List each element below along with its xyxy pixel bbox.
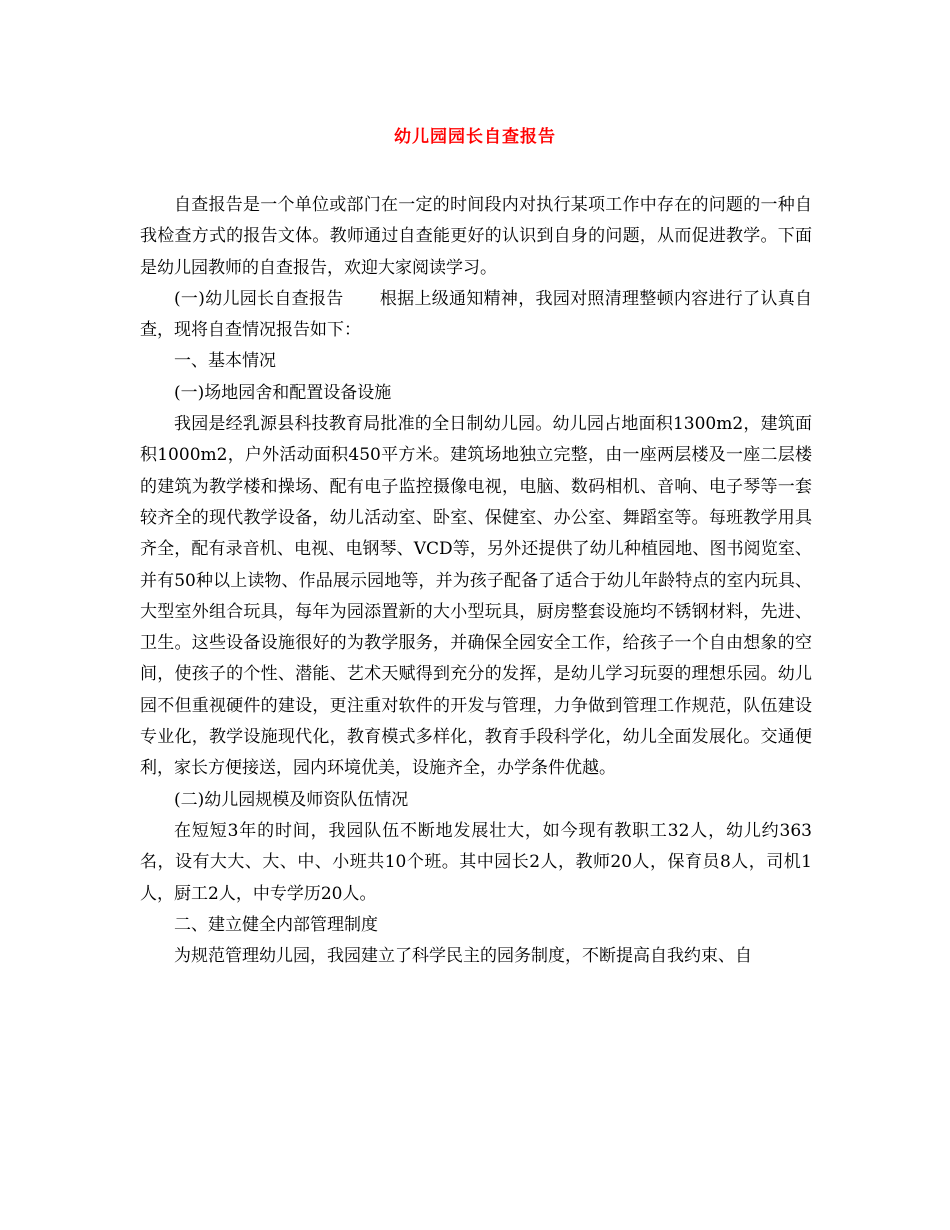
- facilities-paragraph: 我园是经乳源县科技教育局批准的全日制幼儿园。幼儿园占地面积1300m2，建筑面积1000m2，户外活动面积450平方米。建筑场地独立完整，由一座两层楼及一座二层楼的建筑为教学楼和操场、配有电子监控摄像电视，电脑、数码相机、音响、电子琴等一套较齐全的现代教学设备，幼儿活动室、卧室、保健室、办公室、舞蹈室等。每班教学用具齐全，配有录音机、电视、电钢琴、VCD等，另外还提供了幼儿种植园地、图书阅览室、并有50种以上读物、作品展示园地等，并为孩子配备了适合于幼儿年龄特点的室内玩具、大型室外组合玩具，每年为园添置新的大小型玩具，厨房整套设施均不锈钢材料，先进、卫生。这些设备设施很好的为教学服务，并确保全园安全工作，给孩子一个自由想象的空间，使孩子的个性、潜能、艺术天赋得到充分的发挥，是幼儿学习玩耍的理想乐园。幼儿园不但重视硬件的建设，更注重对软件的开发与管理，力争做到管理工作规范，队伍建设专业化，教学设施现代化，教育模式多样化，教育手段科学化，幼儿全面发展化。交通便利，家长方便接送，园内环境优美，设施齐全，办学条件优越。: [140, 414, 812, 779]
- subsection-heading-staff: (二)幼儿园规模及师资队伍情况: [174, 789, 409, 810]
- staff-paragraph: 在短短3年的时间，我园队伍不断地发展壮大，如今现有教职工32人，幼儿约363名，设有大大、大、中、小班共10个班。其中园长2人，教师20人，保育员8人，司机1人，厨工2人，中专学历20人。: [140, 820, 812, 904]
- section-heading-basic: 一、基本情况: [174, 351, 276, 372]
- report-opening-text: 根据上级通知精神，我园对照清理整顿内容进行了认真自查，现将自查情况报告如下：: [140, 288, 813, 341]
- document-body: [140, 190, 812, 972]
- intro-text: 自查报告是一个单位或部门在一定的时间段内对执行某项工作中存在的问题的一种自我检查方式的报告文体。教师通过自查能更好的认识到自身的问题，从而促进教学。下面是幼儿园教师的自查报告，欢迎大家阅读学习。: [140, 195, 812, 278]
- section-heading-management: 二、建立健全内部管理制度: [174, 914, 378, 935]
- report-heading-paragraph: [140, 284, 812, 347]
- subsection-heading-facilities: (一)场地园舍和配置设备设施: [174, 382, 392, 403]
- report-subtitle: (一)幼儿园长自查报告: [174, 288, 344, 309]
- management-paragraph: 为规范管理幼儿园，我园建立了科学民主的园务制度，不断提高自我约束、自: [174, 946, 752, 967]
- document-title: 幼儿园园长自查报告: [394, 127, 556, 147]
- intro-paragraph: [140, 190, 812, 284]
